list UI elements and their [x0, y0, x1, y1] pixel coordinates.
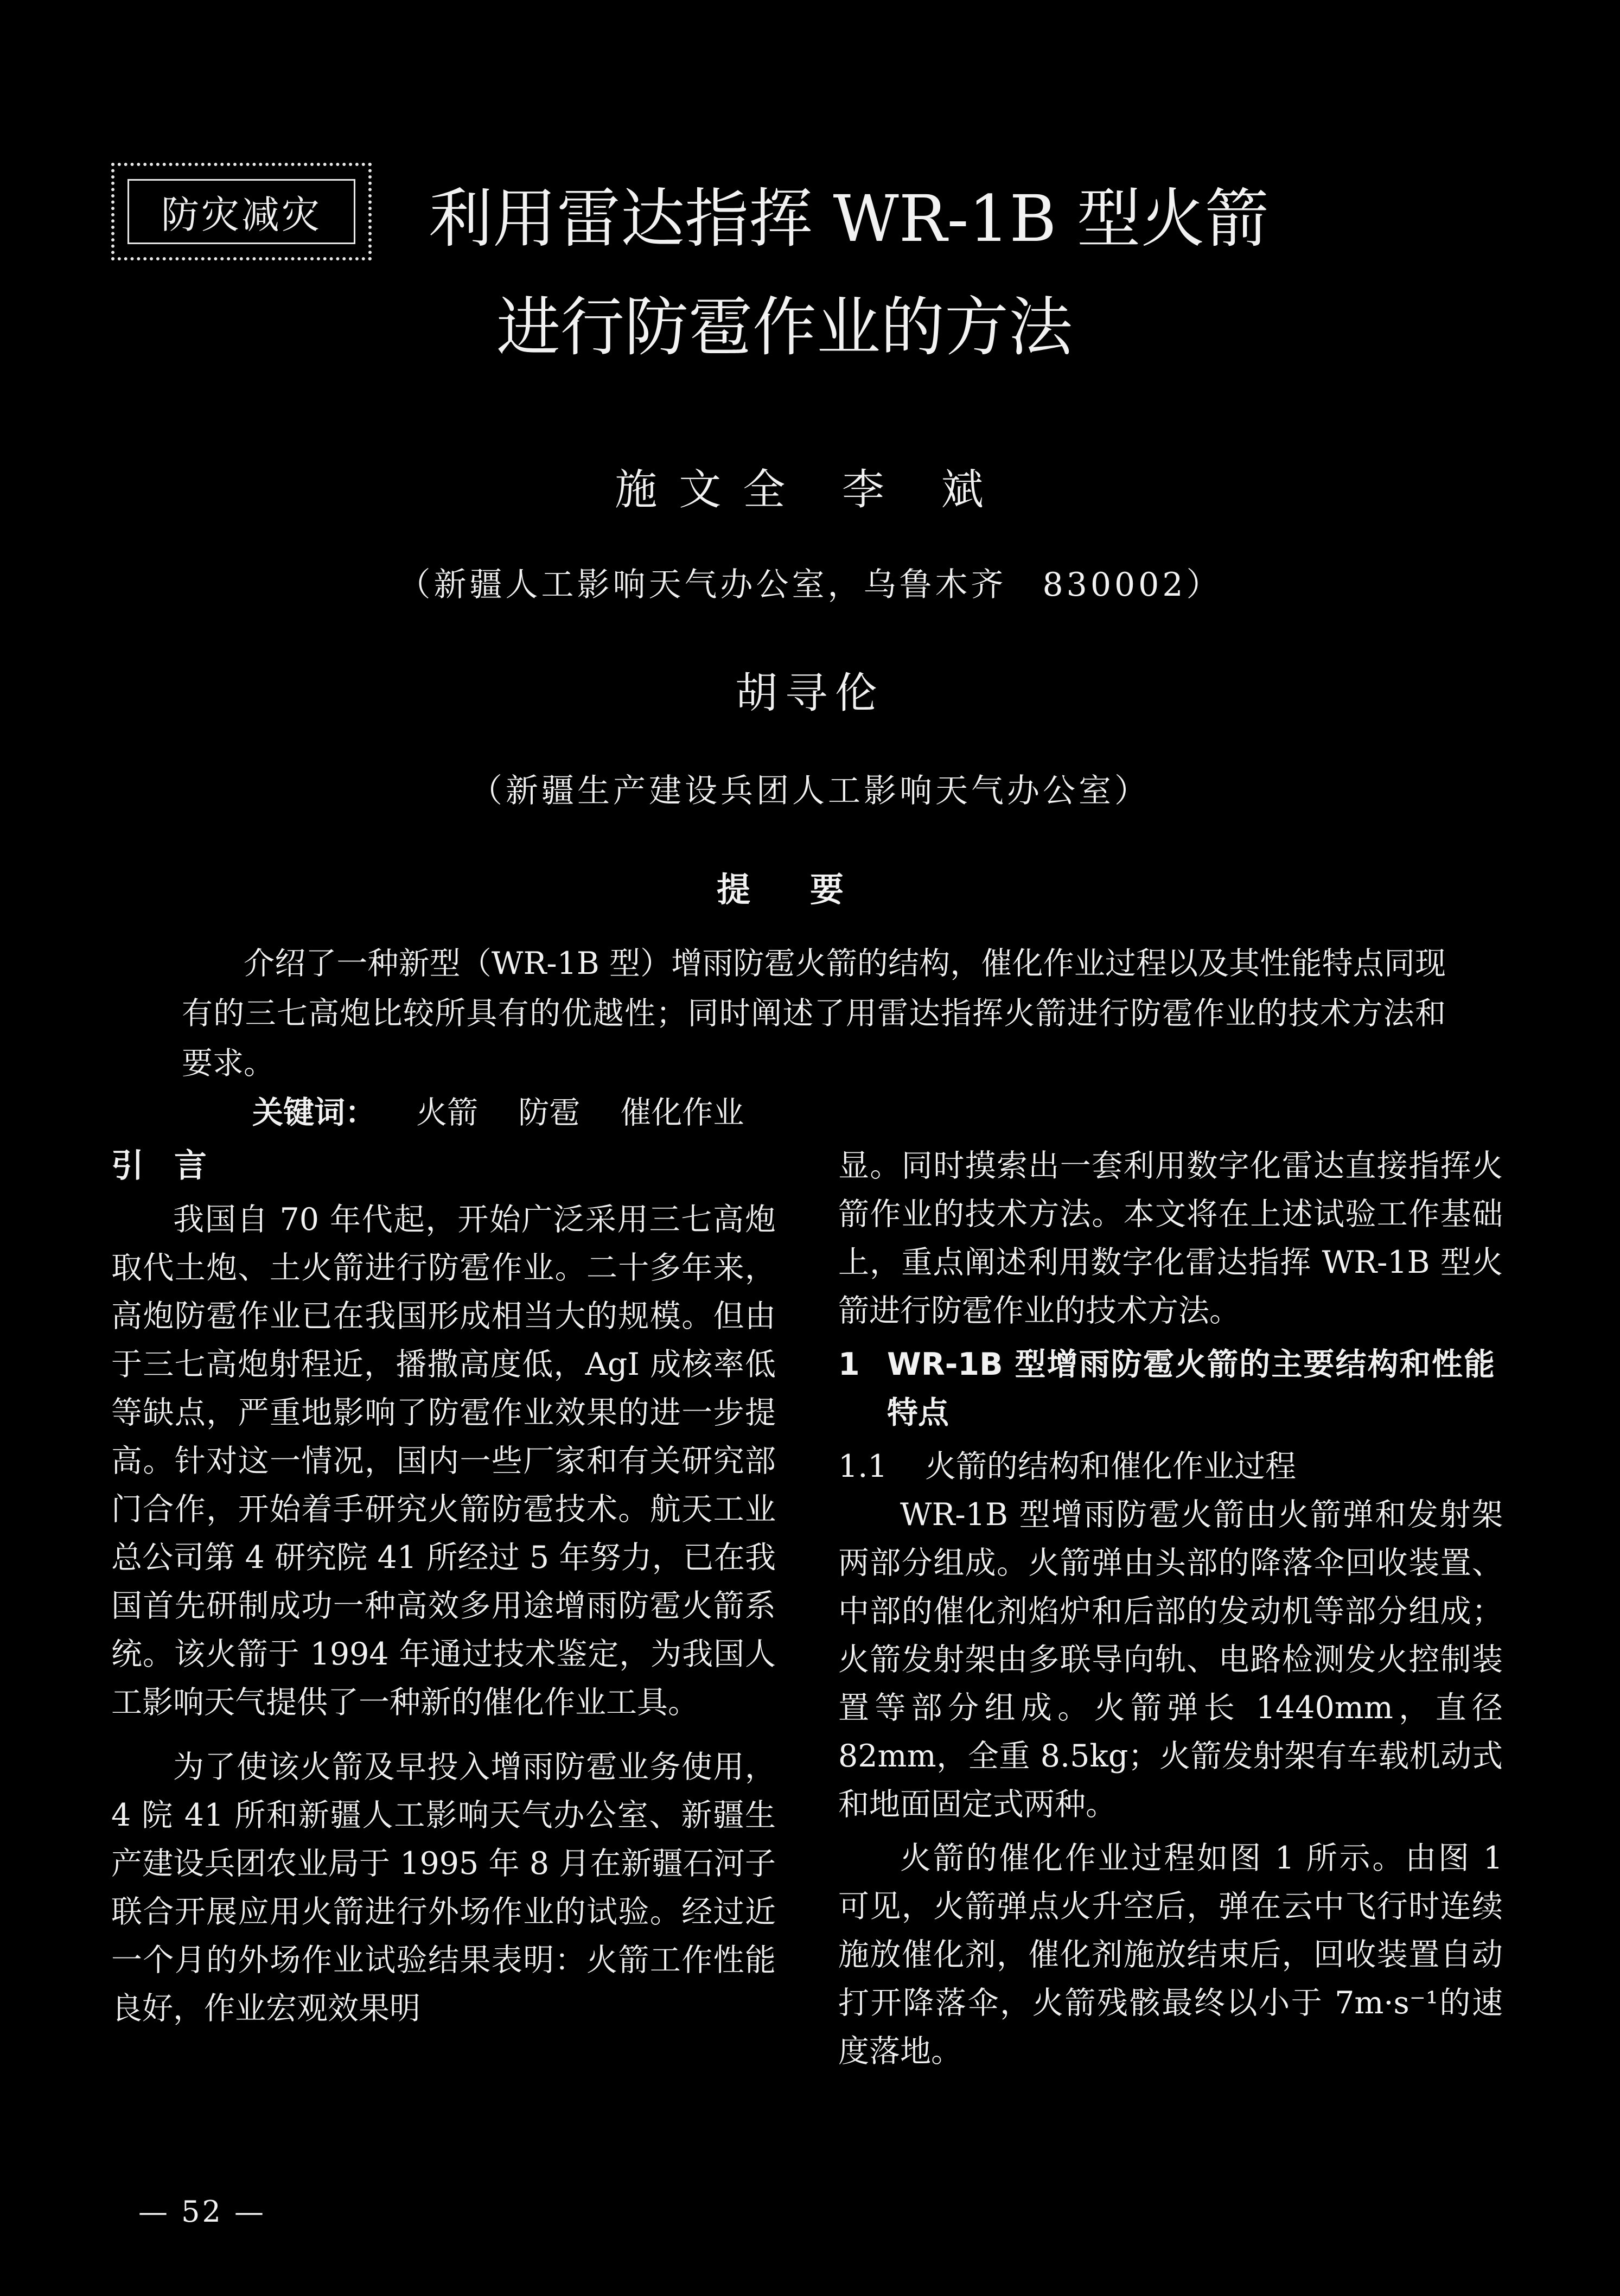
authors-group-2: 胡寻伦: [735, 669, 885, 718]
section-badge: [111, 163, 372, 260]
paragraph: 我国自 70 年代起，开始广泛采用三七高炮取代土炮、土火箭进行防雹作业。二十多年来，高炮防雹作业已在我国形成相当大的规模。但由于三七高炮射程近，播撒高度低，AgI 成核率低等缺点，严重地影响了防雹作业效果的进一步提高。针对这一情况，国内一些厂家和有关研究部门合作，开始着手研究火箭防雹技术。航天工业总公司第 4 研究院 41 所经过 5 年努力，已在我国首先研制成功一种高效多用途增雨防雹火箭系统。该火箭于 1994 年通过技术鉴定，为我国人工影响天气提供了一种新的催化作业工具。: [111, 1202, 776, 1720]
keyword-item: 防雹: [518, 1095, 581, 1131]
paragraph: 为了使该火箭及早投入增雨防雹业务使用，4 院 41 所和新疆人工影响天气办公室、新疆生产建设兵团农业局于 1995 年 8 月在新疆石河子联合开展应用火箭进行外场作业的试验。经过近一个月的外场作业试验结果表明：火箭工作性能良好，作业宏观效果明: [111, 1749, 776, 2026]
section-1-1-title: 火箭的结构和催化作业过程: [925, 1449, 1296, 1484]
keywords-label: 关键词：: [252, 1095, 376, 1131]
affiliation-2: （新疆生产建设兵团人工影响天气办公室）: [470, 772, 1150, 810]
section-1-heading: [838, 1341, 1503, 1437]
section-1-title: WR-1B 型增雨防雹火箭的主要结构和性能特点: [887, 1347, 1495, 1431]
authors-group-1: 施文全 李 斌: [615, 465, 1005, 514]
paragraph: WR-1B 型增雨防雹火箭由火箭弹和发射架两部分组成。火箭弹由头部的降落伞回收装置、中部的催化剂焰炉和后部的发动机等部分组成；火箭发射架由多联导向轨、电路检测发火控制装置等部分组成。火箭弹长 1440mm，直径 82mm，全重 8.5kg；火箭发射架有车载机动式和地面固定式两种。: [838, 1497, 1503, 1822]
paragraph-continuation: 显。同时摸索出一套利用数字化雷达直接指挥火箭作业的技术方法。本文将在上述试验工作基础上，重点阐述利用数字化雷达指挥 WR-1B 型火箭进行防雹作业的技术方法。: [838, 1148, 1503, 1329]
affiliation-1: （新疆人工影响天气办公室，乌鲁木齐 830002）: [398, 566, 1222, 604]
abstract-heading: 提要: [716, 870, 903, 909]
intro-heading: 引言: [111, 1147, 237, 1185]
section-1-1-heading: [838, 1443, 1503, 1491]
abstract-text: 介绍了一种新型（WR-1B 型）增雨防雹火箭的结构，催化作业过程以及其性能特点同现有的三七高炮比较所具有的优越性；同时阐述了用雷达指挥火箭进行防雹作业的技术方法和要求。: [182, 946, 1446, 1081]
title-line-1: 利用雷达指挥 WR-1B 型火箭: [429, 181, 1269, 256]
left-column: [111, 1142, 776, 2033]
title-line-2: 进行防雹作业的方法: [496, 290, 1073, 365]
keyword-item: 火箭: [416, 1095, 479, 1131]
keywords: [252, 1088, 744, 1132]
section-1-number: 1: [838, 1347, 860, 1382]
paragraph: 火箭的催化作业过程如图 1 所示。由图 1 可见，火箭弹点火升空后，弹在云中飞行时连续施放催化剂，催化剂施放结束后，回收装置自动打开降落伞，火箭残骸最终以小于 7m·s⁻¹的速度落地。: [838, 1840, 1503, 2069]
section-badge-label: 防灾减灾: [127, 179, 355, 244]
right-column: [838, 1142, 1503, 2076]
page-number: — 52 —: [138, 2195, 266, 2229]
keyword-item: 催化作业: [620, 1095, 744, 1131]
section-1-1-number: 1.1: [838, 1449, 888, 1484]
